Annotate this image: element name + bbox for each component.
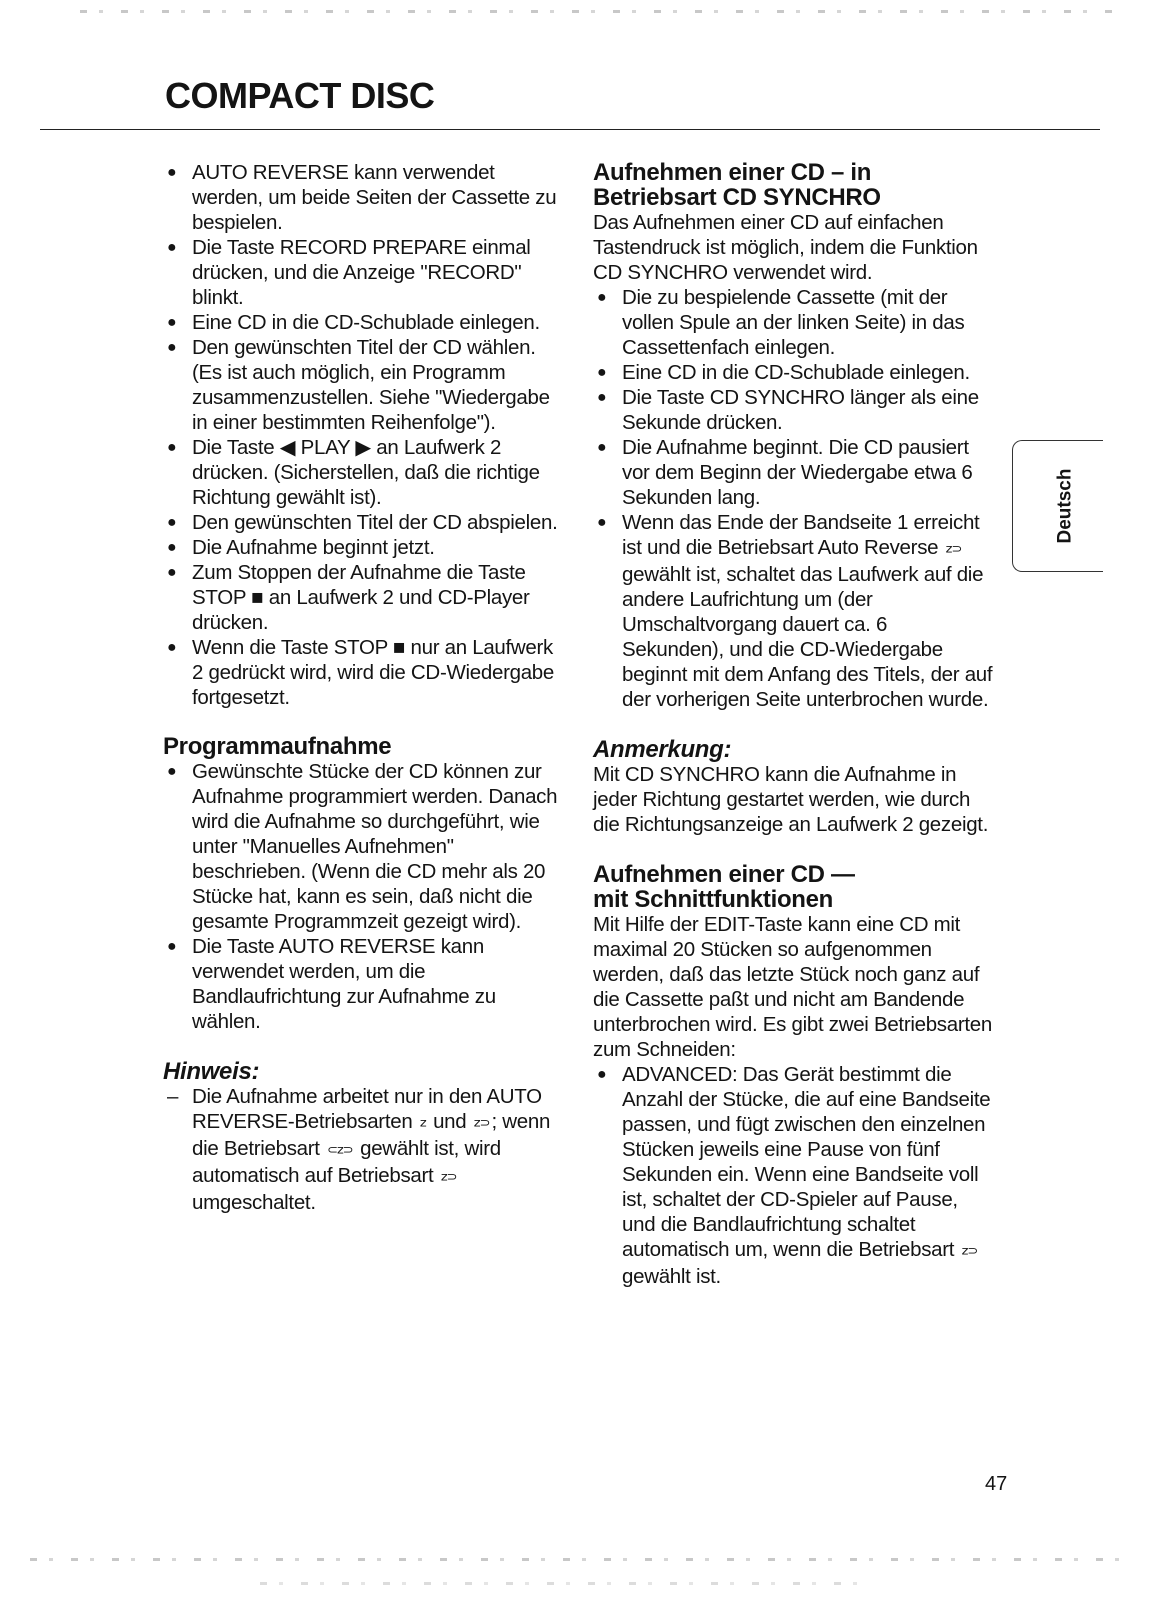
bullet-icon: ● — [167, 639, 177, 656]
bullet-icon: ● — [167, 514, 177, 531]
edit-intro: Mit Hilfe der EDIT-Taste kann eine CD mit maximal 20 Stücken so aufgenommen werden, daß das letzte Stück noch ganz auf die Cassette paßt und nicht am Bandende unterbrochen wird. Es gibt zwei Betriebsarten zum Schneiden: — [593, 913, 992, 1061]
bullet-icon: ● — [167, 564, 177, 581]
list-item: ● Gewünschte Stücke der CD können zur Aufnahme programmiert werden. Danach wird die Aufnahme so durchgeführt, wie unter "Manuelles Aufnehmen" beschrieben. (Wenn die CD mehr als 20 Stücke hat, kann es sein, daß nicht die gesamte Programmzeit gezeigt wird). — [167, 760, 558, 933]
bullet-icon: ● — [167, 763, 177, 780]
right-column — [593, 160, 993, 1289]
dash-icon: – — [167, 1085, 179, 1108]
list-item: ● Die Taste AUTO REVERSE kann verwendet werden, um die Bandlaufrichtung zur Aufnahme zu wählen. — [167, 935, 496, 1033]
bullet-icon: ● — [167, 164, 177, 181]
edit-heading: Aufnehmen einer CD — mit Schnittfunktionen — [593, 861, 855, 913]
list-item: ● Die Taste RECORD PREPARE einmal drücken, und die Anzeige "RECORD" blinkt. — [167, 236, 531, 309]
tape-mode-two-way-icon: ᴢ⊃ — [440, 1170, 457, 1185]
program-heading: Programmaufnahme — [163, 733, 392, 760]
list-item: ● Den gewünschten Titel der CD wählen. (Es ist auch möglich, ein Programm zusammenzustellen. Siehe "Wiedergabe in einer bestimmten Reihenfolge"). — [167, 336, 550, 434]
recording-steps-list — [163, 160, 563, 710]
scan-noise-top — [80, 10, 1120, 13]
bullet-icon: ● — [597, 1066, 607, 1083]
bullet-icon: ● — [167, 314, 177, 331]
left-column — [163, 160, 563, 1215]
program-list — [163, 759, 563, 1034]
bullet-icon: ● — [597, 389, 607, 406]
list-item: ● ADVANCED: Das Gerät bestimmt die Anzahl der Stücke, die auf eine Bandseite passen, und fügt zwischen den einzelnen Stücken jeweils eine Pause von fünf Sekunden ein. Wenn eine Bandseite voll ist, schaltet der CD-Spieler auf Pause, und die Bandlaufrichtung schaltet automatisch um, wenn die Betriebsart ᴢ⊃ gewählt ist. — [597, 1063, 991, 1288]
list-item: ● Eine CD in die CD-Schublade einlegen. — [167, 311, 540, 334]
bullet-icon: ● — [167, 339, 177, 356]
language-tab-label: Deutsch — [1054, 468, 1076, 544]
list-item: ● AUTO REVERSE kann verwendet werden, um beide Seiten der Cassette zu bespielen. — [167, 161, 557, 234]
tape-mode-continuous-icon: ⊂ᴢ⊃ — [327, 1143, 353, 1158]
list-item: – Die Aufnahme arbeitet nur in den AUTO REVERSE-Betriebsarten ᴢ und ᴢ⊃; wenn die Betriebsart ⊂ᴢ⊃ gewählt ist, wird automatisch auf Betriebsart ᴢ⊃ umgeschaltet. — [167, 1085, 551, 1214]
list-item: ● Die Aufnahme beginnt jetzt. — [167, 536, 435, 559]
bullet-icon: ● — [167, 239, 177, 256]
page-title: COMPACT DISC — [165, 75, 435, 116]
scan-noise-bottom — [30, 1558, 1120, 1561]
tape-mode-two-way-icon: ᴢ⊃ — [473, 1116, 490, 1131]
list-item: ● Wenn das Ende der Bandseite 1 erreicht ist und die Betriebsart Auto Reverse ᴢ⊃ gewählt ist, schaltet das Laufwerk auf die andere Laufrichtung um (der Umschaltvorgang dauert ca. 6 Sekunden), und die CD-Wiedergabe beginnt mit dem Anfang des Titels, der auf der vorherigen Seite unterbrochen wurde. — [597, 511, 993, 711]
list-item: ● Wenn die Taste STOP ■ nur an Laufwerk 2 gedrückt wird, wird die CD-Wiedergabe fortgesetzt. — [167, 636, 555, 709]
anmerkung-text: Mit CD SYNCHRO kann die Aufnahme in jeder Richtung gestartet werden, wie durch die Richtungsanzeige an Laufwerk 2 gezeigt. — [593, 763, 989, 836]
hinweis-heading: Hinweis: — [163, 1058, 260, 1085]
list-item: ● Die zu bespielende Cassette (mit der vollen Spule an der linken Seite) in das Cassettenfach einlegen. — [597, 286, 965, 359]
edit-list — [593, 1062, 993, 1289]
synchro-list — [593, 285, 993, 712]
bullet-icon: ● — [167, 938, 177, 955]
bullet-icon: ● — [597, 289, 607, 306]
page-number: 47 — [985, 1473, 1008, 1495]
list-item: ● Zum Stoppen der Aufnahme die Taste STOP ■ an Laufwerk 2 und CD-Player drücken. — [167, 561, 530, 634]
synchro-heading: Aufnehmen einer CD – in Betriebsart CD SYNCHRO — [593, 159, 881, 211]
hinweis-list — [163, 1084, 563, 1215]
bullet-icon: ● — [597, 514, 607, 531]
bullet-icon: ● — [597, 439, 607, 456]
bullet-icon: ● — [597, 364, 607, 381]
tape-mode-two-way-icon: ᴢ⊃ — [961, 1244, 978, 1259]
tape-mode-two-way-icon: ᴢ⊃ — [945, 542, 962, 557]
language-tab — [1012, 440, 1103, 572]
header-rule — [40, 129, 1100, 130]
tape-mode-one-way-icon: ᴢ — [419, 1116, 426, 1131]
synchro-intro: Das Aufnehmen einer CD auf einfachen Tastendruck ist möglich, indem die Funktion CD SYNCHRO verwendet wird. — [593, 211, 978, 284]
bullet-icon: ● — [167, 439, 177, 456]
list-item: ● Den gewünschten Titel der CD abspielen. — [167, 511, 558, 534]
list-item: ● Die Taste ◀ PLAY ▶ an Laufwerk 2 drücken. (Sicherstellen, daß die richtige Richtung gewählt ist). — [167, 436, 540, 509]
list-item: ● Die Aufnahme beginnt. Die CD pausiert vor dem Beginn der Wiedergabe etwa 6 Sekunden lang. — [597, 436, 973, 509]
scan-noise-bottom — [260, 1582, 860, 1585]
bullet-icon: ● — [167, 539, 177, 556]
list-item: ● Eine CD in die CD-Schublade einlegen. — [597, 361, 970, 384]
list-item: ● Die Taste CD SYNCHRO länger als eine Sekunde drücken. — [597, 386, 979, 434]
anmerkung-heading: Anmerkung: — [593, 736, 732, 763]
